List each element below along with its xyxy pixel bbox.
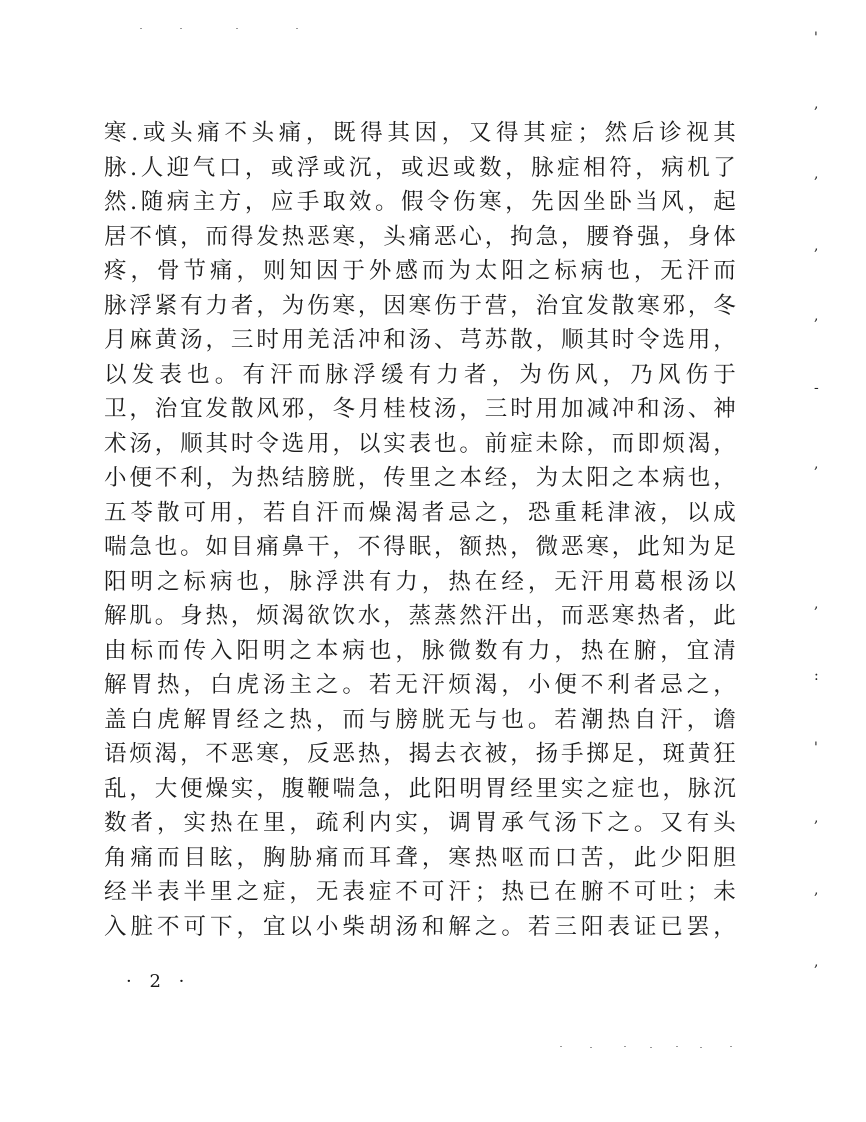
scan-speck: , [814,166,819,182]
body-text [104,116,736,944]
text-line: 小便不利，为热结膀胱，传里之本经，为太阳之本病也， [104,465,736,491]
text-line: 卫，治宜发散风邪，冬月桂枝汤，三时用加减冲和汤、神 [104,396,736,422]
text-line: 经半表半里之症，无表症不可汗；热已在腑不可吐；未 [104,879,736,905]
scan-speck: , [814,238,819,254]
text-line: 语烦渴，不恶寒，反恶热，揭去衣被，扬手掷足，斑黄狂 [104,741,736,767]
text-line: 解肌。身热，烦渴欲饮水，蒸蒸然汗出，而恶寒热者，此 [104,603,736,629]
text-line: 脉.人迎气口，或浮或沉，或迟或数，脉症相符，病机了 [104,154,736,181]
scan-speck: - [814,380,819,396]
text-line: 盖白虎解胃经之热，而与膀胱无与也。若潮热自汗，谵 [104,706,736,733]
text-line: 疼，骨节痛，则知因于外感而为太阳之标病也，无汗而 [104,258,736,284]
text-line: 解胃热，白虎汤主之。若无汗烦渴，小便不利者忌之， [104,672,736,698]
text-line: 然.随病主方，应手取效。假令伤寒，先因坐卧当风，起 [104,189,736,215]
text-line: 居不慎，而得发热恶寒，头痛恶心，拘急，腰脊强，身体 [104,223,736,250]
scan-speck: , [814,882,819,898]
text-line: 喘急也。如目痛鼻干，不得眠，额热，微恶寒，此知为足 [104,534,736,560]
scan-speck: ' [814,30,818,46]
text-line: 月麻黄汤，三时用羌活冲和汤、芎苏散，顺其时令选用， [104,327,736,353]
scan-speck: , [814,596,819,612]
text-line: 脉浮紧有力者，为伤寒，因寒伤于营，治宜发散寒邪，冬 [104,292,736,319]
text-line: 角痛而目眩，胸胁痛而耳聋，寒热呕而口苦，此少阳胆 [104,844,736,871]
text-line: 乱，大便燥实，腹鞭喘急，此阳明胃经里实之症也，脉沉 [104,775,736,802]
text-line: 以发表也。有汗而脉浮缓有力者，为伤风，乃风伤于 [104,361,736,388]
scan-speck: , [814,308,819,324]
text-line: 由标而传入阳明之本病也，脉微数有力，热在腑，宜清 [104,637,736,664]
scan-speck: , [814,954,819,970]
scan-speck: , [814,810,819,826]
scan-speck: ' [814,740,818,756]
scan-speck: , [814,456,819,472]
text-line: 寒.或头痛不头痛，既得其因，又得其症；然后诊视其 [104,120,736,146]
text-line: 五苓散可用，若自汗而燥渴者忌之，恐重耗津液，以成 [104,499,736,526]
text-line: 阳明之标病也，脉浮洪有力，热在经，无汗用葛根汤以 [104,568,736,595]
text-line: 入脏不可下，宜以小柴胡汤和解之。若三阳表证已罢， [104,913,736,940]
scan-speck: : [814,668,819,684]
text-line: 数者，实热在里，疏利内实，调胃承气汤下之。又有头 [104,810,736,836]
page-number: · 2 · [126,971,191,992]
text-line: 术汤，顺其时令选用，以实表也。前症未除，而即烦渴， [104,430,736,457]
scan-speck: , [814,96,819,112]
